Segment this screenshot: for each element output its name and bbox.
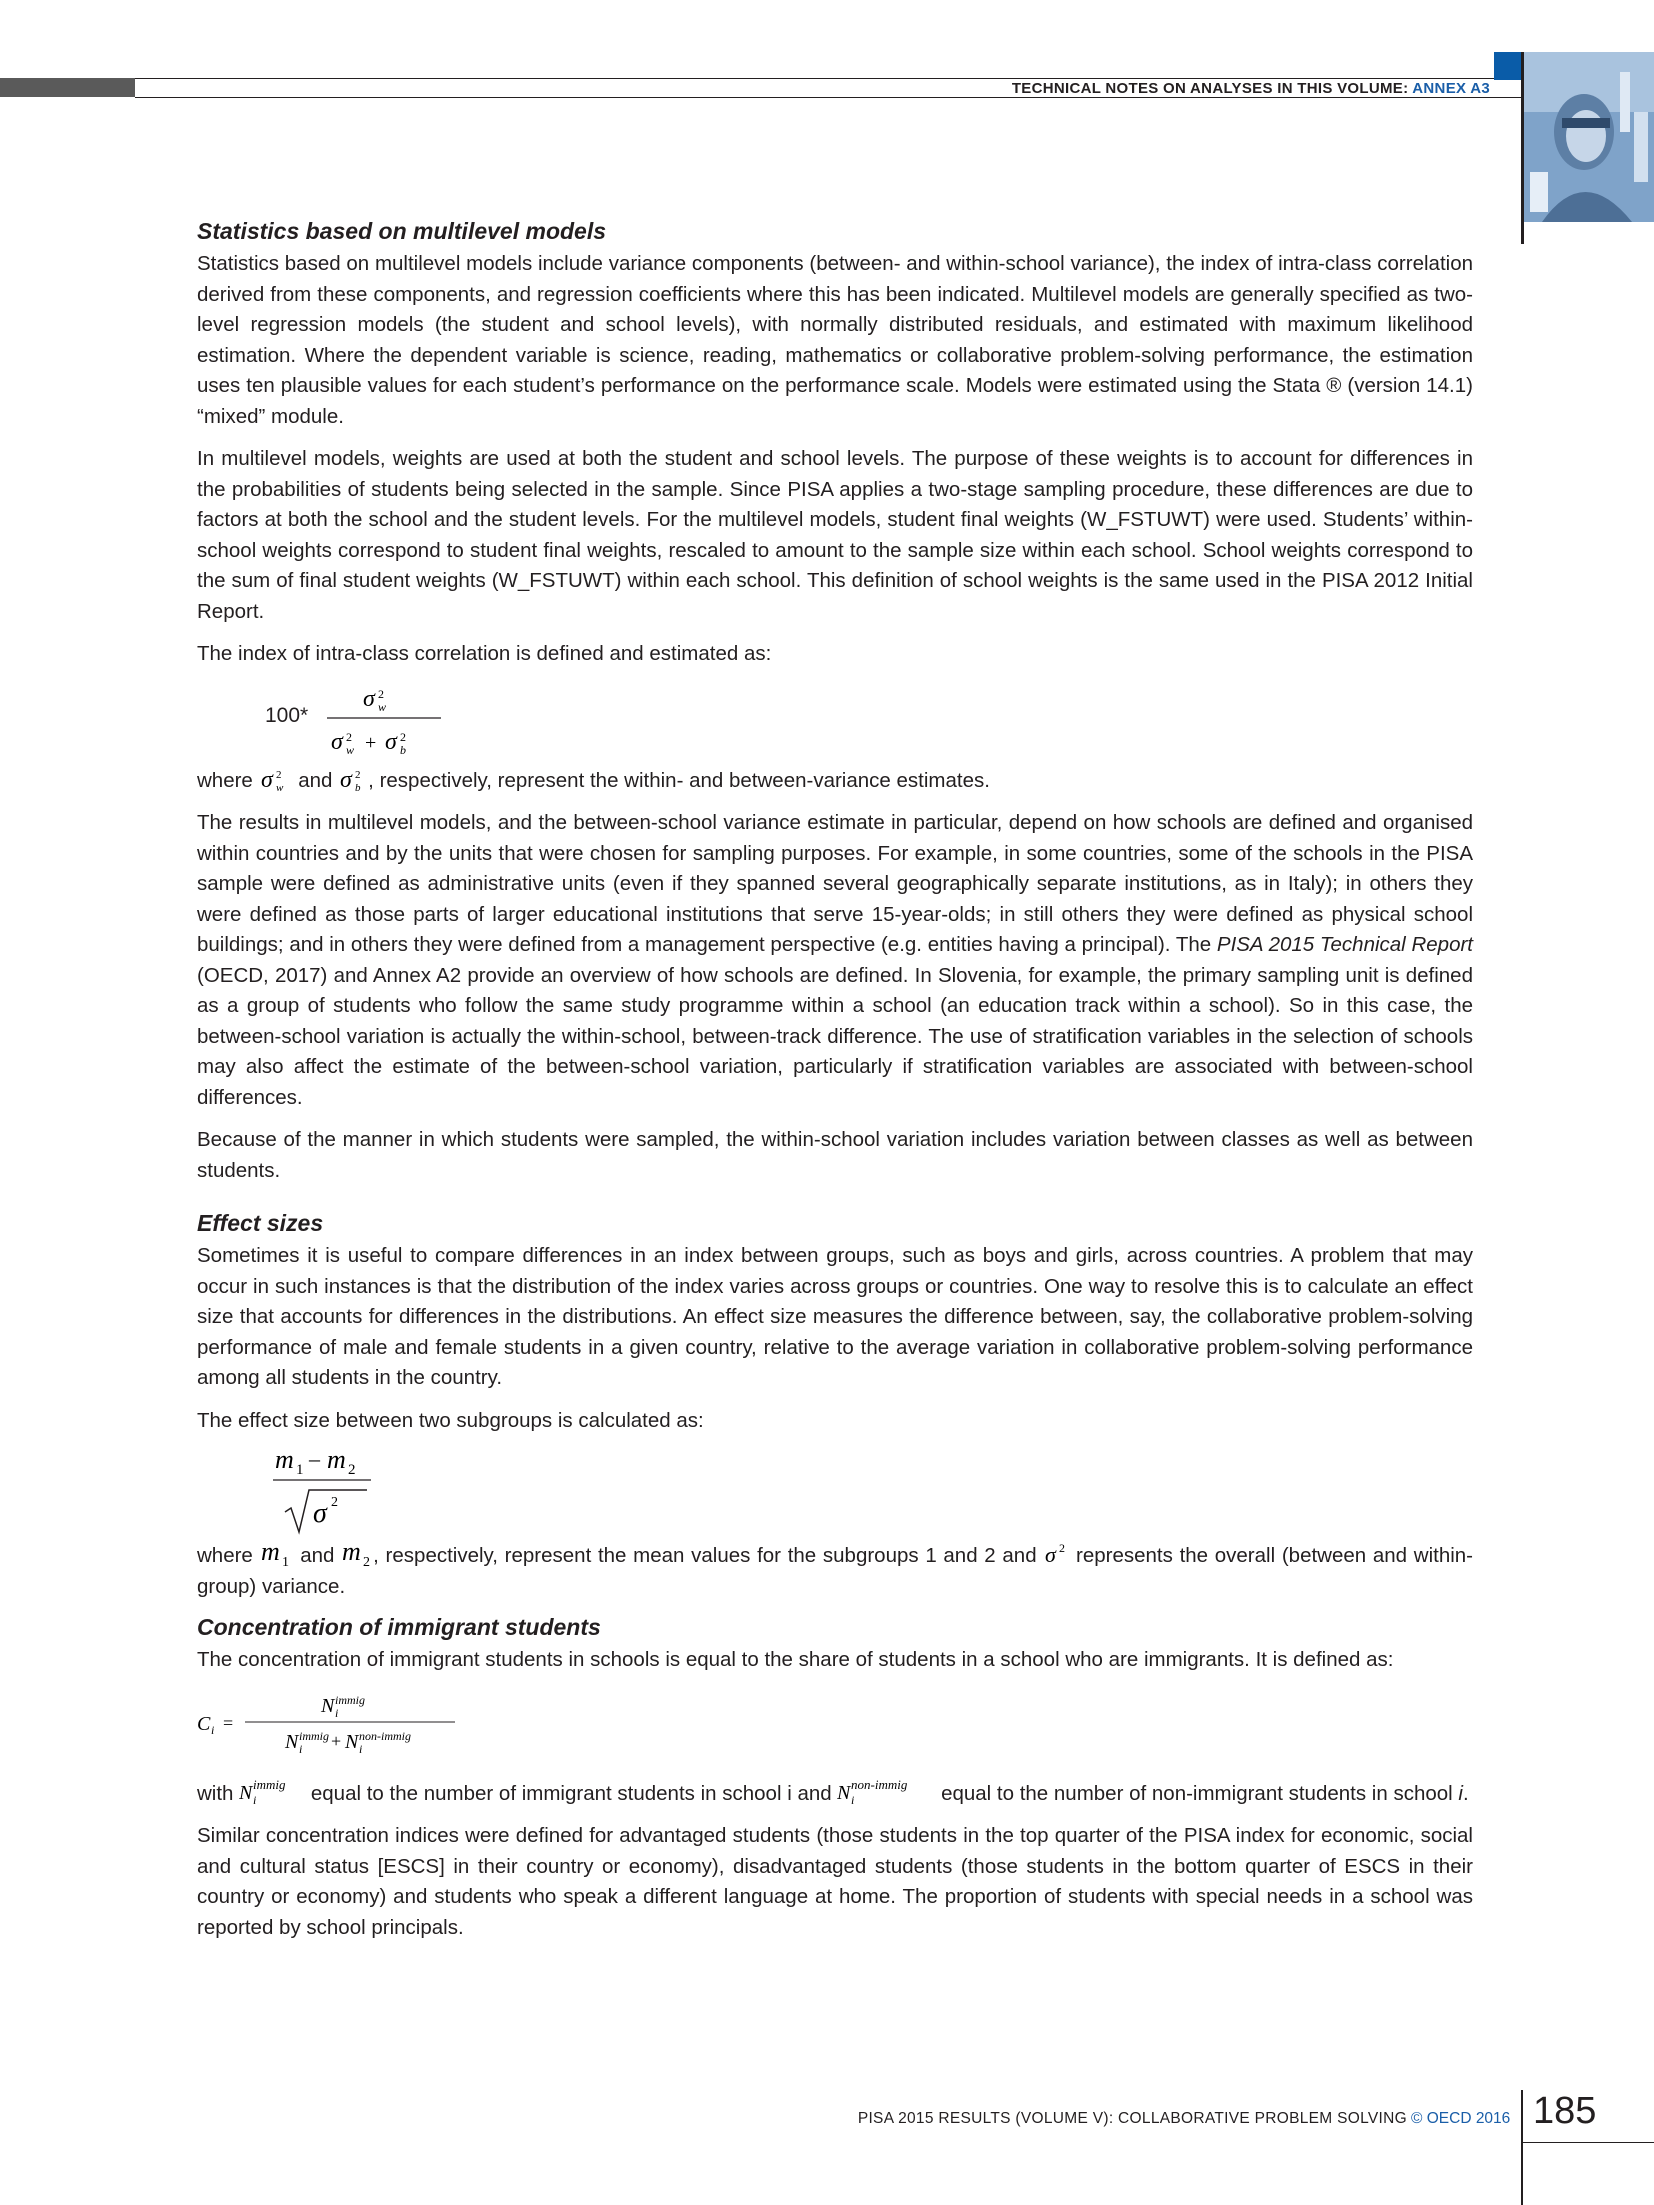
svg-text:i: i [253, 1792, 257, 1806]
svg-text:2: 2 [275, 768, 282, 781]
text: i [1458, 1781, 1463, 1805]
svg-text:N: N [345, 1730, 359, 1753]
svg-text:non-immig: non-immig [851, 1777, 908, 1792]
text: where [197, 1544, 253, 1567]
svg-text:2: 2 [348, 1462, 356, 1478]
paragraph: The concentration of immigrant students in schools is equal to the share of students in a school who are immigrants. It is defined as: [197, 1648, 1394, 1671]
svg-text:σ: σ [260, 766, 273, 793]
formula-effect-size [197, 1436, 1473, 1540]
section-title-effect-sizes: Effect sizes [197, 1210, 324, 1236]
paragraph: The index of intra-class correlation is defined and estimated as: [197, 642, 772, 665]
svg-text:σ: σ [313, 1498, 327, 1529]
text: , respectively, represent the mean values for the subgroups 1 and 2 and [373, 1544, 1037, 1567]
header-bottom-rule [135, 97, 1523, 98]
text: and [298, 768, 333, 792]
svg-text:2: 2 [378, 686, 384, 701]
svg-text:i: i [211, 1722, 215, 1737]
svg-text:2: 2 [1059, 1542, 1066, 1555]
formula-concentration [197, 1688, 1473, 1768]
svg-text:2: 2 [331, 1495, 338, 1510]
svg-text:N: N [837, 1781, 851, 1804]
text: represents the overall (between and within-group) variance. [197, 1544, 1473, 1598]
running-header-label: TECHNICAL NOTES ON ANALYSES IN THIS VOLUME: [1011, 80, 1413, 97]
header-top-rule [135, 78, 1523, 79]
text: The results in multilevel models, and the between-school variance estimate in particular, depend on how schools are defined and organised within countries and by the units that were chosen for sampling purposes. For example, in some countries, some of the schools in the PISA sample were defined as administrative units (even if they spanned several geographically separate institutions, as in Italy); in others they were defined as those parts of larger educational institutions that serve 15-year-olds; in still others they were defined as physical school buildings; and in others they were defined from a management perspective (e.g. entities having a principal). The [197, 811, 1473, 956]
running-footer: PISA 2015 RESULTS (VOLUME V): COLLABORATIVE PROBLEM SOLVING [857, 2110, 1407, 2127]
svg-text:non-immig: non-immig [359, 1728, 411, 1743]
svg-text:+: + [365, 731, 377, 754]
page-number: 185 [1533, 2090, 1597, 2132]
svg-text:immig: immig [299, 1728, 329, 1743]
footer-copyright: © OECD 2016 [1411, 2110, 1511, 2127]
svg-text:C: C [197, 1712, 211, 1735]
running-header-annex: ANNEX A3 [1412, 80, 1490, 97]
svg-text:1: 1 [281, 1555, 289, 1568]
svg-text:w: w [378, 699, 387, 714]
svg-text:i: i [359, 1741, 363, 1756]
report-title: PISA 2015 Technical Report [1216, 933, 1473, 956]
text: where [197, 768, 253, 792]
text: equal to the number of non-immigrant students in school [941, 1781, 1453, 1805]
main-content [197, 214, 1473, 1943]
paragraph: The effect size between two subgroups is calculated as: [197, 1408, 704, 1432]
paragraph-where-variance [197, 766, 1473, 797]
footer-rule [1521, 2142, 1654, 2143]
svg-text:N: N [239, 1781, 253, 1804]
svg-text:i: i [299, 1741, 303, 1756]
svg-text:m: m [342, 1540, 361, 1566]
svg-text:1: 1 [296, 1462, 304, 1478]
svg-text:2: 2 [363, 1555, 371, 1568]
svg-text:N: N [285, 1730, 299, 1753]
footer-vertical-rule [1521, 2090, 1523, 2205]
svg-text:i: i [335, 1705, 339, 1720]
svg-text:m: m [275, 1445, 294, 1474]
running-header [1012, 80, 1490, 97]
svg-text:w: w [346, 742, 355, 757]
formula-prefix: 100* [265, 703, 309, 727]
svg-text:–: – [309, 1446, 320, 1471]
paragraph: In multilevel models, weights are used at both the student and school levels. The purpose of these weights is to account for differences in the probabilities of students being selected in the sample. Since PISA applies a two-stage sampling procedure, these differences are due to factors at both the school and the student levels. For the multilevel models, student final weights (W_FSTUWT) were used. Students’ within-school weights correspond to student final weights, rescaled to amount to the sample size within each school. School weights correspond to the sum of final student weights (W_FSTUWT) within each school. This definition of school weights is the same used in the PISA 2012 Initial Report. [197, 447, 1473, 623]
text: equal to the number of immigrant students in school i and [310, 1781, 832, 1805]
paragraph-with-n: with N immig i equal to the number of immigrant students in school i and N non-immig i equal to the number of non-immigrant students in school i. [197, 1777, 1469, 1806]
svg-text:i: i [851, 1792, 855, 1806]
section-title-multilevel: Statistics based on multilevel models [197, 218, 607, 244]
paragraph-where-means [197, 1540, 1473, 1602]
text: (OECD, 2017) and Annex A2 provide an overview of how schools are defined. In Slovenia, for example, the primary sampling unit is defined as a group of students who follow the same study programme within a school (an education track within a school). So in this case, the between-school variation is actually the within-school, between-track difference. The use of stratification variables in the selection of schools may also affect the estimate of the between-school variation, particularly if stratification variables are associated with between-school differences. [197, 963, 1473, 1109]
formula-intraclass [197, 672, 1473, 762]
paragraph [197, 808, 1473, 1113]
svg-text:σ: σ [340, 766, 353, 793]
svg-text:2: 2 [355, 768, 361, 781]
svg-text:2: 2 [346, 729, 352, 744]
paragraph: Sometimes it is useful to compare differences in an index between groups, such as boys and girls, across countries. A problem that may occur in such instances is that the distribution of the index varies across groups or countries. One way to resolve this is to calculate an effect size that accounts for differences in the distributions. An effect size measures the difference between, say, the collaborative problem-solving performance of male and female students in a given country, relative to the average variation in collaborative problem-solving performance among all students in the country. [197, 1244, 1473, 1389]
svg-text:immig: immig [335, 1692, 365, 1707]
svg-text:m: m [327, 1445, 346, 1474]
svg-text:b: b [400, 742, 406, 757]
svg-text:σ: σ [363, 685, 375, 712]
svg-text:σ: σ [331, 728, 343, 755]
section-title-concentration: Concentration of immigrant students [197, 1614, 601, 1640]
paragraph: Similar concentration indices were defined for advantaged students (those students in the top quarter of the PISA index for economic, social and cultural status [ESCS] in their country or economy), disadvantaged students (those students in the bottom quarter of ESCS in their country or economy) and students who speak a different language at home. The proportion of students with special needs in a school was reported by school principals. [197, 1824, 1473, 1939]
svg-text:2: 2 [400, 729, 406, 744]
header-dark-bar [0, 78, 135, 97]
svg-text:σ: σ [1045, 1542, 1057, 1566]
paragraph: Statistics based on multilevel models include variance components (between- and within-school variance), the index of intra-class correlation derived from these components, and regression coefficients where this has been indicated. Multilevel models are generally specified as two-level regression models (the student and school levels), with normally distributed residuals, and estimated with maximum likelihood estimation. Where the dependent variable is science, reading, mathematics or collaborative problem-solving performance, the estimation uses ten plausible values for each student’s performance on the performance scale. Models were estimated using the Stata ® (version 14.1) “mixed” module. [197, 252, 1473, 428]
svg-text:σ: σ [385, 728, 397, 755]
header-photo [1522, 52, 1654, 222]
text: , respectively, represent the within- and between-variance estimates. [368, 768, 990, 792]
svg-text:+: + [331, 1730, 342, 1751]
svg-text:b: b [355, 781, 361, 793]
svg-text:m: m [260, 1540, 280, 1566]
text: and [300, 1544, 335, 1567]
header-vertical-rule [1521, 52, 1524, 244]
header-blue-block [1494, 52, 1522, 80]
svg-text:N: N [321, 1694, 335, 1717]
svg-text:w: w [275, 781, 283, 793]
svg-text:immig: immig [253, 1777, 286, 1792]
svg-text:=: = [223, 1712, 234, 1733]
paragraph: Because of the manner in which students were sampled, the within-school variation includes variation between classes as well as between students. [197, 1128, 1473, 1182]
text: with [197, 1781, 234, 1805]
